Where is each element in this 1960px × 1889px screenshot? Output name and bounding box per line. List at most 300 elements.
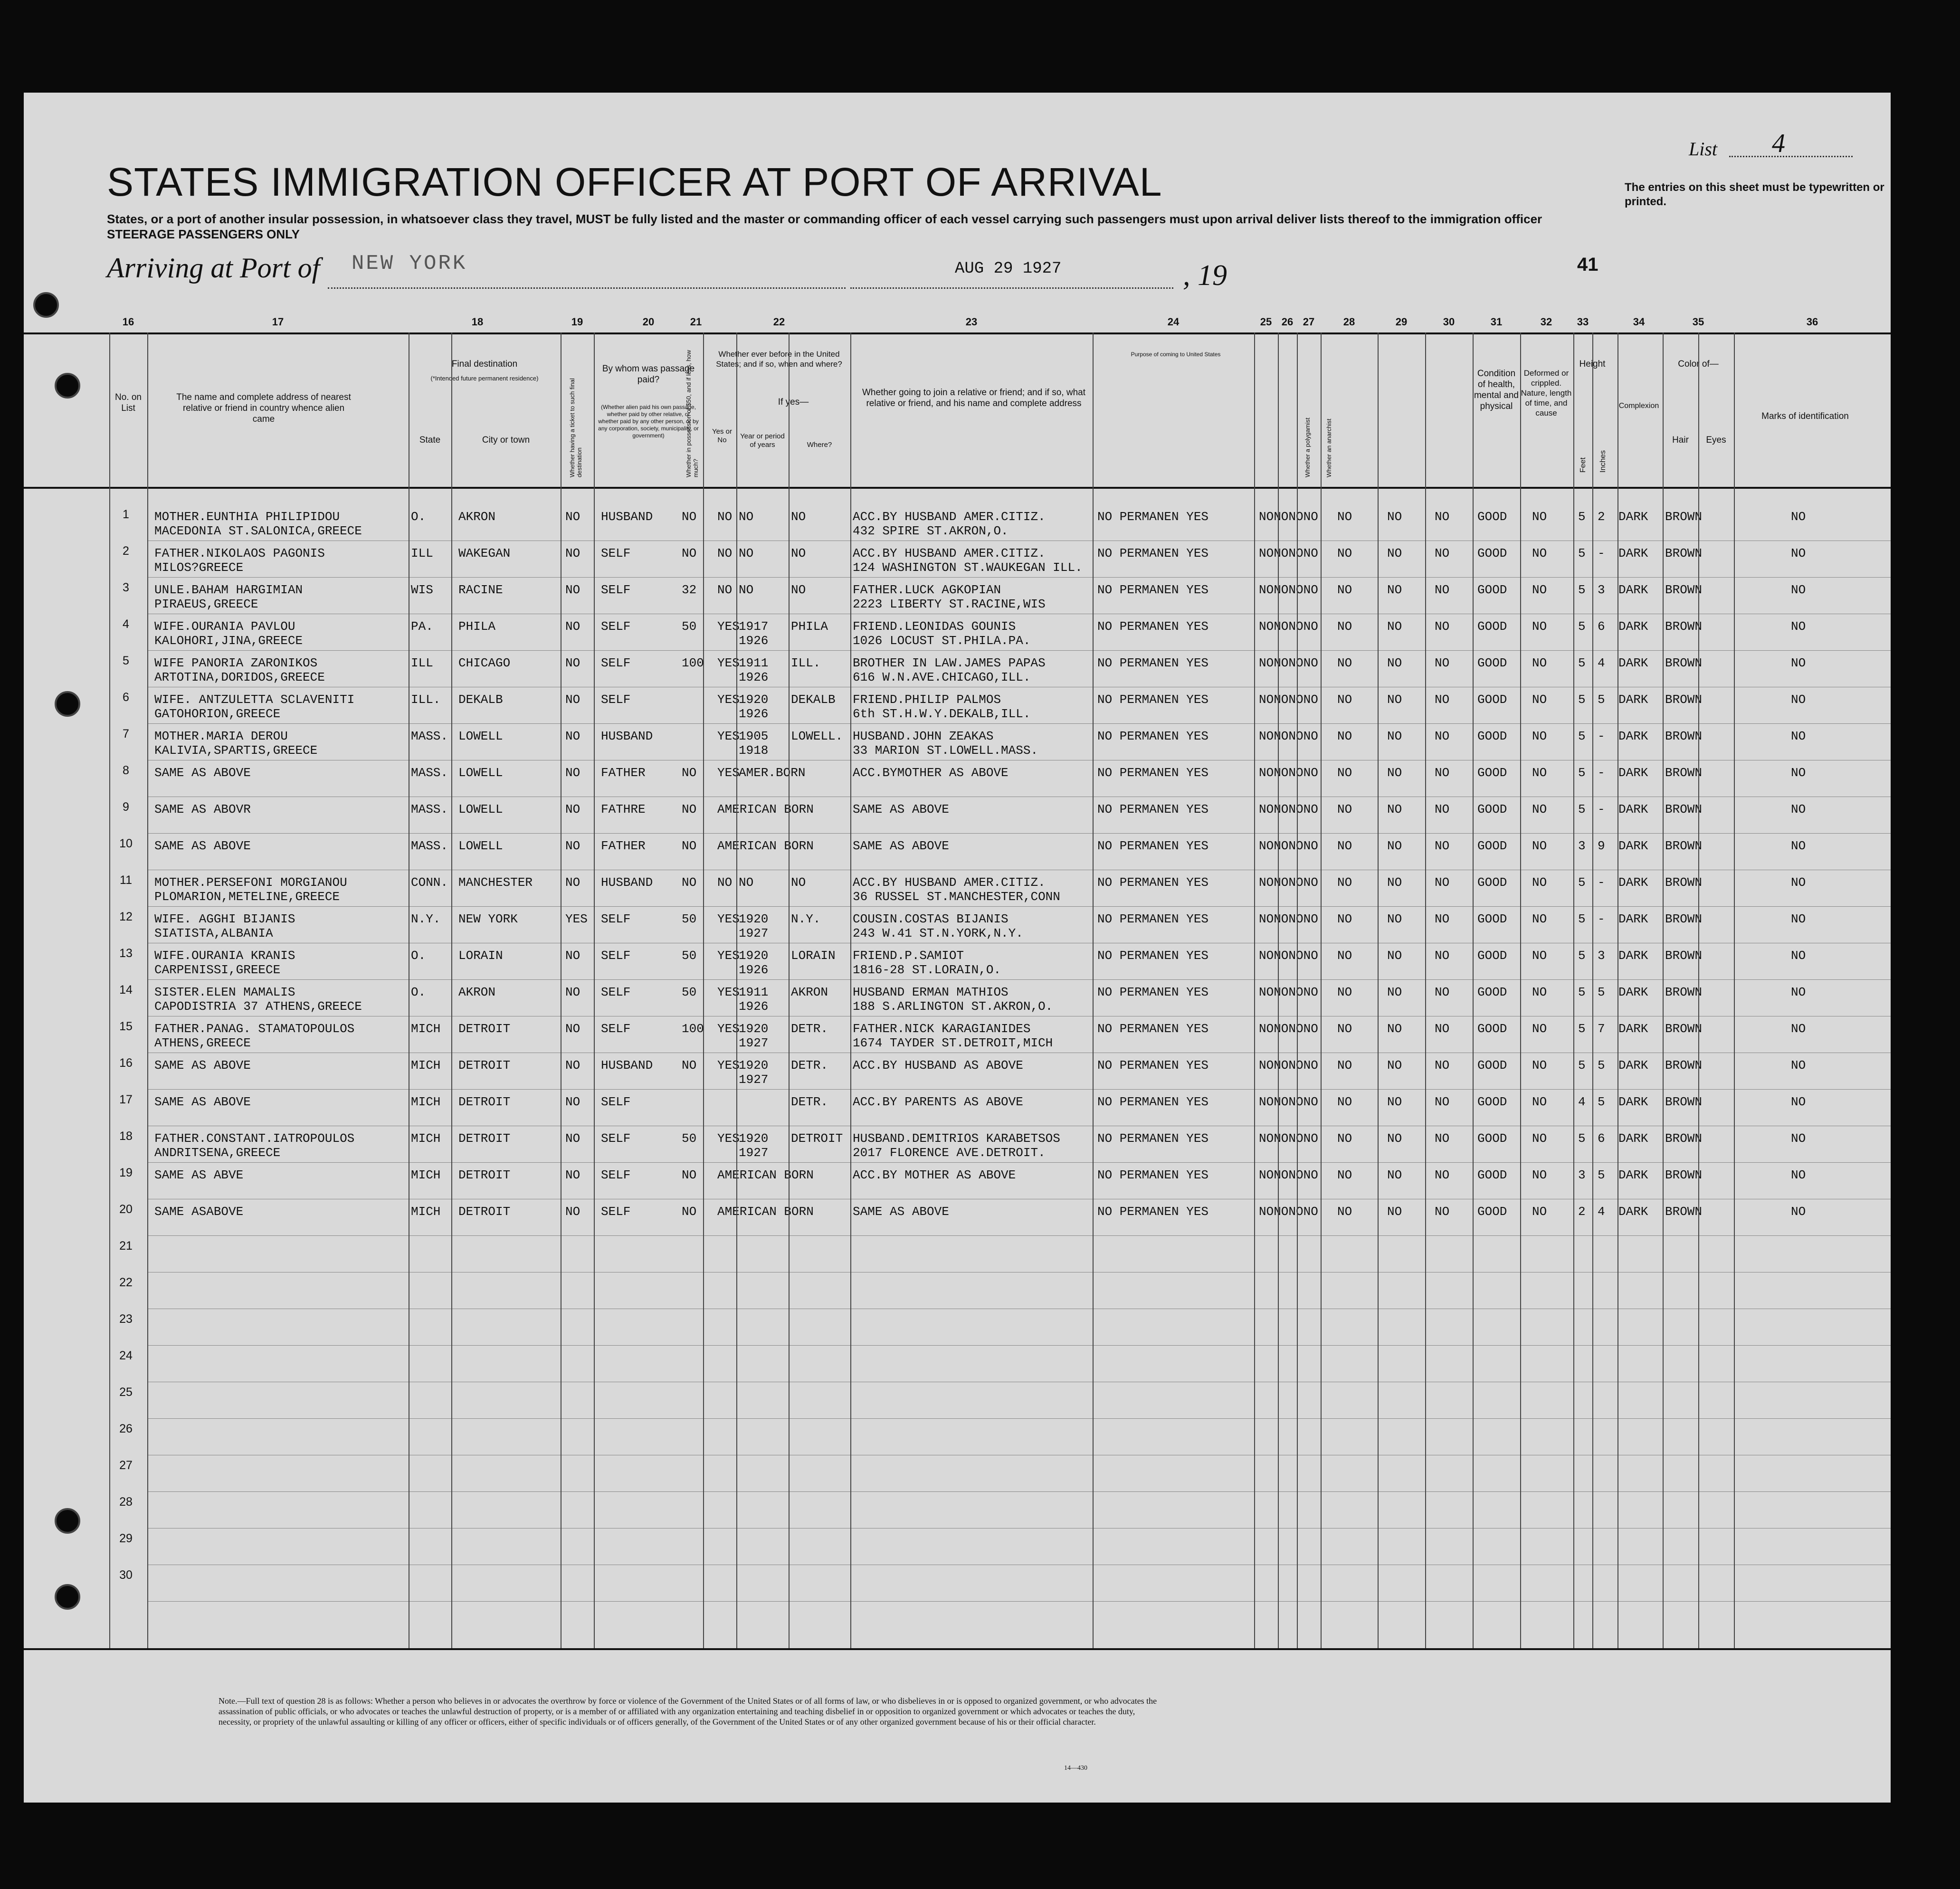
before-cell: YES — [717, 985, 740, 999]
health-cell: GOOD — [1477, 510, 1507, 524]
hair-cell: BROWN — [1665, 546, 1703, 560]
money-cell: NO — [682, 1205, 697, 1219]
row-number: 1 — [123, 508, 129, 521]
complexion-cell: DARK — [1618, 875, 1648, 890]
punch-hole — [33, 292, 59, 318]
city-cell: DETROIT — [458, 1131, 511, 1146]
money-cell: 50 — [682, 1131, 697, 1146]
health-cell: GOOD — [1477, 912, 1507, 926]
years-cell: 1911 1926 — [739, 985, 769, 1014]
years-cell: 1920 1927 — [739, 912, 769, 940]
feet-cell: 5 — [1578, 1022, 1586, 1036]
marks-cell: NO — [1791, 619, 1806, 634]
passage-cell: SELF — [601, 1131, 631, 1146]
questions-cell: NONONONO — [1259, 693, 1318, 707]
state-cell: ILL. — [411, 693, 441, 707]
complexion-cell: DARK — [1618, 912, 1648, 926]
q29-cell: NO — [1387, 1205, 1402, 1219]
joining-cell: FRIEND.LEONIDAS GOUNIS 1026 LOCUST ST.PHILA.PA. — [853, 619, 1031, 648]
deformed-cell: NO — [1532, 693, 1547, 707]
joining-cell: FATHER.NICK KARAGIANIDES 1674 TAYDER ST.DETROIT,MICH — [853, 1022, 1053, 1050]
column-number: 23 — [965, 316, 978, 328]
deformed-cell: NO — [1532, 510, 1547, 524]
feet-cell: 5 — [1578, 802, 1586, 816]
joining-cell: FRIEND.PHILIP PALMOS 6th ST.H.W.Y.DEKALB,ILL. — [853, 693, 1031, 721]
health-cell: GOOD — [1477, 583, 1507, 597]
q28-cell: NO — [1337, 510, 1352, 524]
deformed-cell: NO — [1532, 1168, 1547, 1182]
column-number: 29 — [1395, 316, 1408, 328]
joining-cell: HUSBAND ERMAN MATHIOS 188 S.ARLINGTON ST.AKRON,O. — [853, 985, 1053, 1014]
inches-cell: 5 — [1598, 985, 1605, 999]
inches-cell: 4 — [1598, 1205, 1605, 1219]
deformed-cell: NO — [1532, 583, 1547, 597]
header-eyes: Eyes — [1706, 435, 1726, 445]
deformed-cell: NO — [1532, 766, 1547, 780]
purpose-cell: NO PERMANEN YES — [1097, 1131, 1209, 1146]
marks-cell: NO — [1791, 1022, 1806, 1036]
feet-cell: 5 — [1578, 875, 1586, 890]
ticket-cell: NO — [565, 729, 580, 743]
header-final-destination-note: (*Intended future permanent residence) — [430, 375, 539, 382]
state-cell: PA. — [411, 619, 433, 634]
column-rule — [1592, 332, 1593, 1648]
q28-cell: NO — [1337, 985, 1352, 999]
q30-cell: NO — [1435, 729, 1450, 743]
marks-cell: NO — [1791, 1168, 1806, 1182]
before-cell: AMERICAN BORN — [717, 1205, 814, 1219]
questions-cell: NONONONO — [1259, 875, 1318, 890]
q30-cell: NO — [1435, 802, 1450, 816]
column-rule — [1278, 332, 1279, 1648]
table-top-rule — [24, 332, 1891, 334]
inches-cell: - — [1598, 546, 1605, 560]
marks-cell: NO — [1791, 1131, 1806, 1146]
purpose-cell: NO PERMANEN YES — [1097, 985, 1209, 999]
health-cell: GOOD — [1477, 656, 1507, 670]
health-cell: GOOD — [1477, 839, 1507, 853]
years-cell: 1920 1926 — [739, 693, 769, 721]
joining-cell: ACC.BYMOTHER AS ABOVE — [853, 766, 1009, 780]
q28-cell: NO — [1337, 1205, 1352, 1219]
deformed-cell: NO — [1532, 802, 1547, 816]
ticket-cell: NO — [565, 656, 580, 670]
joining-cell: FRIEND.P.SAMIOT 1816-28 ST.LORAIN,O. — [853, 949, 1001, 977]
header-yes-no: Yes or No — [712, 427, 732, 444]
column-number: 24 — [1167, 316, 1180, 328]
purpose-cell: NO PERMANEN YES — [1097, 1022, 1209, 1036]
q29-cell: NO — [1387, 510, 1402, 524]
before-cell: NO — [717, 546, 733, 560]
before-cell: YES — [717, 693, 740, 707]
header-city: City or town — [482, 435, 530, 445]
feet-cell: 5 — [1578, 510, 1586, 524]
passage-cell: FATHER — [601, 839, 646, 853]
header-if-yes: If yes— — [778, 397, 809, 407]
column-rule — [1573, 332, 1574, 1648]
years-cell: 1917 1926 — [739, 619, 769, 648]
complexion-cell: DARK — [1618, 1022, 1648, 1036]
column-number: 17 — [272, 316, 284, 328]
city-cell: DEKALB — [458, 693, 503, 707]
questions-cell: NONONONO — [1259, 619, 1318, 634]
before-cell: NO — [717, 875, 733, 890]
deformed-cell: NO — [1532, 1058, 1547, 1073]
passage-cell: FATHER — [601, 766, 646, 780]
feet-cell: 5 — [1578, 583, 1586, 597]
health-cell: GOOD — [1477, 1205, 1507, 1219]
relative-cell: WIFE.OURANIA KRANIS CARPENISSI,GREECE — [154, 949, 295, 977]
complexion-cell: DARK — [1618, 656, 1648, 670]
where-cell: NO — [791, 875, 806, 890]
city-cell: DETROIT — [458, 1205, 511, 1219]
hair-cell: BROWN — [1665, 583, 1703, 597]
q28-cell: NO — [1337, 949, 1352, 963]
health-cell: GOOD — [1477, 949, 1507, 963]
city-cell: MANCHESTER — [458, 875, 533, 890]
inches-cell: - — [1598, 729, 1605, 743]
ticket-cell: NO — [565, 839, 580, 853]
column-rule — [1425, 332, 1426, 1648]
money-cell: 32 — [682, 583, 697, 597]
city-cell: PHILA — [458, 619, 496, 634]
row-number: 23 — [119, 1312, 133, 1326]
joining-cell: SAME AS ABOVE — [853, 839, 949, 853]
questions-cell: NONONONO — [1259, 583, 1318, 597]
row-number: 28 — [119, 1495, 133, 1509]
purpose-cell: NO PERMANEN YES — [1097, 875, 1209, 890]
deformed-cell: NO — [1532, 656, 1547, 670]
relative-cell: WIFE. ANTZULETTA SCLAVENITI GATOHORION,GREECE — [154, 693, 355, 721]
purpose-cell: NO PERMANEN YES — [1097, 1095, 1209, 1109]
relative-cell: SAME AS ABOVR — [154, 802, 251, 816]
complexion-cell: DARK — [1618, 1168, 1648, 1182]
questions-cell: NONONONO — [1259, 766, 1318, 780]
row-number: 24 — [119, 1349, 133, 1362]
purpose-cell: NO PERMANEN YES — [1097, 1168, 1209, 1182]
hair-cell: BROWN — [1665, 1058, 1703, 1073]
hair-cell: BROWN — [1665, 656, 1703, 670]
q28-cell: NO — [1337, 1022, 1352, 1036]
port-line — [328, 287, 846, 289]
years-cell: 1920 1927 — [739, 1058, 769, 1087]
health-cell: GOOD — [1477, 693, 1507, 707]
marks-cell: NO — [1791, 546, 1806, 560]
city-cell: DETROIT — [458, 1022, 511, 1036]
where-cell: LOWELL. — [791, 729, 843, 743]
deformed-cell: NO — [1532, 985, 1547, 999]
marks-cell: NO — [1791, 729, 1806, 743]
joining-cell: ACC.BY HUSBAND AMER.CITIZ. 36 RUSSEL ST.MANCHESTER,CONN — [853, 875, 1060, 904]
passage-cell: HUSBAND — [601, 875, 653, 890]
city-cell: LOWELL — [458, 729, 503, 743]
header-polygamist: Whether a polygamist — [1304, 418, 1311, 477]
punch-hole — [55, 1508, 80, 1534]
intro-text — [107, 211, 1579, 242]
city-cell: AKRON — [458, 985, 496, 999]
money-cell: NO — [682, 875, 697, 890]
year-prefix: , 19 — [1183, 259, 1227, 292]
relative-cell: SAME AS ABOVE — [154, 1095, 251, 1109]
state-cell: CONN. — [411, 875, 448, 890]
before-cell: YES — [717, 1058, 740, 1073]
passage-cell: SELF — [601, 912, 631, 926]
relative-cell: SAME AS ABOVE — [154, 1058, 251, 1073]
money-cell: NO — [682, 802, 697, 816]
ticket-cell: YES — [565, 912, 588, 926]
q28-cell: NO — [1337, 1168, 1352, 1182]
health-cell: GOOD — [1477, 766, 1507, 780]
row-number: 25 — [119, 1386, 133, 1399]
row-number: 16 — [119, 1056, 133, 1070]
hair-cell: BROWN — [1665, 729, 1703, 743]
city-cell: DETROIT — [458, 1058, 511, 1073]
deformed-cell: NO — [1532, 949, 1547, 963]
column-rule — [1617, 332, 1618, 1648]
q30-cell: NO — [1435, 656, 1450, 670]
row-number: 4 — [123, 617, 129, 631]
column-rule — [1321, 332, 1322, 1648]
state-cell: MICH — [411, 1131, 441, 1146]
state-cell: WIS — [411, 583, 433, 597]
punch-hole — [55, 691, 80, 717]
column-rule — [1297, 332, 1298, 1648]
column-number: 16 — [122, 316, 134, 328]
purpose-cell: NO PERMANEN YES — [1097, 693, 1209, 707]
health-cell: GOOD — [1477, 1095, 1507, 1109]
purpose-cell: NO PERMANEN YES — [1097, 802, 1209, 816]
joining-cell: FATHER.LUCK AGKOPIAN 2223 LIBERTY ST.RACINE,WIS — [853, 583, 1046, 611]
state-cell: N.Y. — [411, 912, 441, 926]
inches-cell: 4 — [1598, 656, 1605, 670]
health-cell: GOOD — [1477, 729, 1507, 743]
inches-cell: 3 — [1598, 583, 1605, 597]
row-number: 9 — [123, 800, 129, 814]
hair-cell: BROWN — [1665, 693, 1703, 707]
q29-cell: NO — [1387, 1168, 1402, 1182]
complexion-cell: DARK — [1618, 1131, 1648, 1146]
row-number: 29 — [119, 1532, 133, 1545]
header-anarchist: Whether an anarchist — [1325, 418, 1332, 477]
complexion-cell: DARK — [1618, 1095, 1648, 1109]
questions-cell: NONONONO — [1259, 1131, 1318, 1146]
row-number: 7 — [123, 727, 129, 740]
hair-cell: BROWN — [1665, 875, 1703, 890]
city-cell: AKRON — [458, 510, 496, 524]
relative-cell: FATHER.PANAG. STAMATOPOULOS ATHENS,GREECE — [154, 1022, 355, 1050]
joining-cell: ACC.BY PARENTS AS ABOVE — [853, 1095, 1023, 1109]
deformed-cell: NO — [1532, 839, 1547, 853]
q30-cell: NO — [1435, 1095, 1450, 1109]
state-cell: ILL — [411, 656, 433, 670]
questions-cell: NONONONO — [1259, 1168, 1318, 1182]
before-cell: YES — [717, 766, 740, 780]
q29-cell: NO — [1387, 693, 1402, 707]
where-cell: NO — [791, 583, 806, 597]
ticket-cell: NO — [565, 1022, 580, 1036]
purpose-cell: NO PERMANEN YES — [1097, 912, 1209, 926]
q28-cell: NO — [1337, 912, 1352, 926]
column-rule — [703, 332, 704, 1648]
feet-cell: 5 — [1578, 546, 1586, 560]
state-cell: MICH — [411, 1168, 441, 1182]
q28-cell: NO — [1337, 1058, 1352, 1073]
intro-paragraph: States, or a port of another insular possession, in whatsoever class they travel, MUST be fully listed and the master or commanding officer of each vessel carrying such passengers must upon arrival deliver lists thereof to the immigration officer — [107, 212, 1542, 226]
q30-cell: NO — [1435, 912, 1450, 926]
inches-cell: 7 — [1598, 1022, 1605, 1036]
money-cell: NO — [682, 1168, 697, 1182]
row-number: 22 — [119, 1276, 133, 1289]
header-ticket: Whether having a ticket to such final destination — [569, 378, 583, 477]
purpose-cell: NO PERMANEN YES — [1097, 729, 1209, 743]
deformed-cell: NO — [1532, 1022, 1547, 1036]
arrival-date: AUG 29 1927 — [955, 260, 1062, 278]
feet-cell: 5 — [1578, 619, 1586, 634]
q29-cell: NO — [1387, 912, 1402, 926]
column-number: 22 — [773, 316, 785, 328]
date-line — [850, 287, 1173, 289]
joining-cell: ACC.BY HUSBAND AMER.CITIZ. 124 WASHINGTON ST.WAUKEGAN ILL. — [853, 546, 1083, 575]
feet-cell: 5 — [1578, 766, 1586, 780]
q28-cell: NO — [1337, 729, 1352, 743]
q30-cell: NO — [1435, 875, 1450, 890]
inches-cell: 5 — [1598, 693, 1605, 707]
row-number: 18 — [119, 1130, 133, 1143]
column-rule — [147, 332, 148, 1648]
city-cell: LOWELL — [458, 839, 503, 853]
q28-cell: NO — [1337, 766, 1352, 780]
state-cell: MICH — [411, 1058, 441, 1073]
years-cell: NO — [739, 546, 754, 560]
purpose-cell: NO PERMANEN YES — [1097, 949, 1209, 963]
complexion-cell: DARK — [1618, 766, 1648, 780]
ticket-cell: NO — [565, 1131, 580, 1146]
marks-cell: NO — [1791, 1205, 1806, 1219]
questions-cell: NONONONO — [1259, 839, 1318, 853]
q28-cell: NO — [1337, 693, 1352, 707]
relative-cell: WIFE PANORIA ZARONIKOS ARTOTINA,DORIDOS,GREECE — [154, 656, 325, 684]
questions-cell: NONONONO — [1259, 510, 1318, 524]
column-rule — [1698, 332, 1699, 1648]
column-number: 35 — [1692, 316, 1704, 328]
q29-cell: NO — [1387, 583, 1402, 597]
header-before-us: Whether ever before in the United States; and if so, when and where? — [716, 350, 842, 369]
q30-cell: NO — [1435, 1131, 1450, 1146]
complexion-cell: DARK — [1618, 949, 1648, 963]
hair-cell: BROWN — [1665, 985, 1703, 999]
money-cell: 50 — [682, 985, 697, 999]
feet-cell: 5 — [1578, 949, 1586, 963]
hair-cell: BROWN — [1665, 1095, 1703, 1109]
header-health: Condition of health, mental and physical — [1474, 369, 1519, 411]
column-number: 33 — [1577, 316, 1589, 328]
header-no-on-list: No. on List — [115, 392, 142, 413]
joining-cell: HUSBAND.DEMITRIOS KARABETSOS 2017 FLORENCE AVE.DETROIT. — [853, 1131, 1060, 1160]
passage-cell: SELF — [601, 583, 631, 597]
header-where: Where? — [807, 441, 832, 449]
marks-cell: NO — [1791, 656, 1806, 670]
table-bottom-rule — [24, 1648, 1891, 1650]
before-cell: AMERICAN BORN — [717, 1168, 814, 1182]
state-cell: MASS. — [411, 766, 448, 780]
feet-cell: 2 — [1578, 1205, 1586, 1219]
complexion-cell: DARK — [1618, 583, 1648, 597]
purpose-cell: NO PERMANEN YES — [1097, 656, 1209, 670]
ticket-cell: NO — [565, 949, 580, 963]
q30-cell: NO — [1435, 510, 1450, 524]
passage-cell: SELF — [601, 1095, 631, 1109]
row-number: 3 — [123, 581, 129, 594]
row-number: 8 — [123, 764, 129, 777]
header-marks: Marks of identification — [1761, 411, 1849, 421]
inches-cell: 3 — [1598, 949, 1605, 963]
punch-hole — [55, 373, 80, 399]
feet-cell: 5 — [1578, 693, 1586, 707]
q29-cell: NO — [1387, 1095, 1402, 1109]
marks-cell: NO — [1791, 583, 1806, 597]
page-title: STATES IMMIGRATION OFFICER AT PORT OF ARRIVAL — [107, 160, 1162, 204]
q29-cell: NO — [1387, 729, 1402, 743]
before-cell: YES — [717, 912, 740, 926]
questions-cell: NONONONO — [1259, 1095, 1318, 1109]
steerage-note: STEERAGE PASSENGERS ONLY — [107, 227, 300, 241]
hair-cell: BROWN — [1665, 619, 1703, 634]
column-rule — [789, 332, 790, 1648]
inches-cell: - — [1598, 912, 1605, 926]
state-cell: MICH — [411, 1205, 441, 1219]
deformed-cell: NO — [1532, 912, 1547, 926]
hair-cell: BROWN — [1665, 766, 1703, 780]
city-cell: LORAIN — [458, 949, 503, 963]
state-cell: MICH — [411, 1022, 441, 1036]
purpose-cell: NO PERMANEN YES — [1097, 1205, 1209, 1219]
city-cell: DETROIT — [458, 1095, 511, 1109]
before-cell: YES — [717, 1022, 740, 1036]
inches-cell: 5 — [1598, 1058, 1605, 1073]
passage-cell: FATHRE — [601, 802, 646, 816]
where-cell: DETR. — [791, 1095, 828, 1109]
passage-cell: SELF — [601, 949, 631, 963]
passage-cell: SELF — [601, 656, 631, 670]
q29-cell: NO — [1387, 1131, 1402, 1146]
state-cell: O. — [411, 985, 426, 999]
punch-hole — [55, 1584, 80, 1610]
passage-cell: SELF — [601, 546, 631, 560]
row-number: 11 — [120, 873, 132, 887]
q30-cell: NO — [1435, 1022, 1450, 1036]
column-rule — [451, 332, 452, 1648]
where-cell: DETR. — [791, 1022, 828, 1036]
column-rule — [1734, 332, 1735, 1648]
purpose-cell: NO PERMANEN YES — [1097, 510, 1209, 524]
passage-cell: SELF — [601, 693, 631, 707]
ticket-cell: NO — [565, 583, 580, 597]
city-cell: LOWELL — [458, 802, 503, 816]
column-rule — [1378, 332, 1379, 1648]
q29-cell: NO — [1387, 546, 1402, 560]
row-number: 6 — [123, 691, 129, 704]
inches-cell: 5 — [1598, 1095, 1605, 1109]
column-number: 20 — [642, 316, 655, 328]
passage-cell: SELF — [601, 619, 631, 634]
port-value: NEW YORK — [352, 252, 467, 275]
marks-cell: NO — [1791, 766, 1806, 780]
complexion-cell: DARK — [1618, 839, 1648, 853]
money-cell: NO — [682, 546, 697, 560]
inches-cell: 6 — [1598, 619, 1605, 634]
where-cell: NO — [791, 546, 806, 560]
purpose-cell: NO PERMANEN YES — [1097, 619, 1209, 634]
